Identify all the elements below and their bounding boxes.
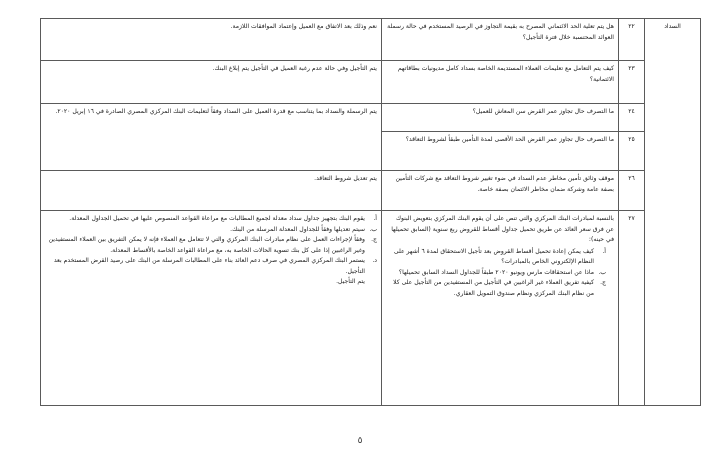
item-text: يستمر البنك المركزي المصري في صرف دعم العائد بناء على المطالبات المرسلة من البنك على رصيد القرض المستخدم بعد التأجيل. — [53, 257, 365, 275]
section-label: السداد — [664, 23, 681, 30]
answer-cell: يتم تعديل شروط التعاقد. — [41, 171, 382, 211]
item-marker — [365, 277, 377, 288]
question-cell — [382, 211, 619, 406]
question-cell: ما التصرف حال تجاوز عمر القرض سن المعاش للعميل؟ — [382, 104, 619, 132]
item-marker: د. — [372, 257, 377, 264]
answer-cell: يتم الرسملة والسداد بما يتناسب مع قدرة العميل على السداد وفقاً لتعليمات البنك المركزي المصري الصادرة في ١٦ إبريل ٢٠٢٠. — [41, 104, 382, 171]
question-intro: بالنسبة لمبادرات البنك المركزي والتي تنص على أن يقوم البنك المركزي بتعويض البنوك عن فرق سعر العائد عن طريق تحميل جداول أقساط للقروض ربع سنوية (السابق تحميلها في حينه): — [391, 215, 614, 243]
answer-item — [45, 256, 377, 277]
faq-table — [40, 18, 701, 406]
question-cell: كيف يتم التعامل مع تعليمات العملاء المستديمة الخاصة بسداد كامل مديونيات بطاقاتهم الائتمانية؟ — [382, 61, 619, 104]
section-cell — [645, 19, 701, 406]
item-marker: ج. — [600, 279, 606, 286]
answer-cell — [41, 211, 382, 406]
item-text: يتم التأجيل. — [336, 278, 365, 285]
sub-question — [386, 268, 614, 279]
item-text: يقوم البنك بتجهيز جداول سداد معدلة لجميع المطالبات مع مراعاة القواعد المنصوص عليها في تحميل الجداول المعدلة. — [69, 215, 365, 222]
sub-question — [386, 247, 614, 268]
sub-question — [386, 278, 614, 299]
table-row — [41, 19, 701, 61]
table-row — [41, 104, 701, 132]
item-text: كيفية تفريق العملاء غير الراغبين في التأجيل من المستفيدين من التأجيل على كلا من نظام البنك المركزي ونظام صندوق التمويل العقاري. — [393, 279, 594, 297]
table-row — [41, 171, 701, 211]
item-marker: أ. — [602, 247, 606, 255]
table-row — [41, 61, 701, 104]
row-number: ٢٥ — [619, 132, 645, 171]
row-number: ٢٢ — [619, 19, 645, 61]
question-cell: ما التصرف حال تجاوز عمر القرض الحد الأقصى لمدة التأمين طبقاً لشروط التعاقد؟ — [382, 132, 619, 171]
question-cell: هل يتم تعلية الحد الائتماني المصرح به بقيمة التجاوز في الرصيد المستخدم في حالة رسملة العوائد المحتسبة خلال فترة التأجيل؟ — [382, 19, 619, 61]
row-number: ٢٣ — [619, 61, 645, 104]
answer-cell: نعم وذلك بعد الاتفاق مع العميل وإعتماد الموافقات اللازمة. — [41, 19, 382, 61]
answer-item — [45, 225, 377, 236]
item-text: ماذا عن استحقاقات مارس ويونيو ٢٠٢٠ طبقاً للجداول السداد السابق تحميلها؟ — [398, 268, 594, 276]
answer-cell: يتم التأجيل وفي حالة عدم رغبة العميل في التأجيل يتم إبلاغ البنك. — [41, 61, 382, 104]
question-cell: موقف وثائق تأمين مخاطر عدم السداد في ضوء تغيير شروط التعاقد مع شركات التأمين بصفة عامة وشركة ضمان مخاطر الائتمان بصفة خاصة. — [382, 171, 619, 211]
item-marker: أ. — [373, 215, 377, 222]
answer-item — [45, 277, 377, 288]
item-marker: ب. — [598, 268, 606, 276]
table-row — [41, 211, 701, 406]
item-text: كيف يمكن إعادة تحميل أقساط القروض بعد تأجيل الاستحقاق لمدة ٦ أشهر على النظام الإلكتروني الخاص بالمبادرات؟ — [393, 247, 594, 265]
row-number: ٢٦ — [619, 171, 645, 211]
page-number: ٥ — [357, 436, 363, 446]
answer-item — [45, 235, 377, 256]
item-text: سيتم تعديلها وفقاً للجداول المعدلة المرسلة من البنك. — [230, 225, 365, 233]
row-number: ٢٤ — [619, 104, 645, 132]
row-number: ٢٧ — [619, 211, 645, 406]
item-marker: ج. — [371, 236, 377, 243]
item-marker: ب. — [369, 225, 377, 233]
item-text: وفقاً لإجراءات العمل على نظام مبادرات البنك المركزي والتي لا تتعامل مع العملاء فإنه لا يمكن التفريق بين العملاء المستفيدين وغير الراغبين إذا على كل بنك تسوية الحالات الخاصة به، مع مراعاة القواعد الخاصة بالأقساط المعدلة. — [48, 236, 365, 254]
answer-item — [45, 214, 377, 225]
